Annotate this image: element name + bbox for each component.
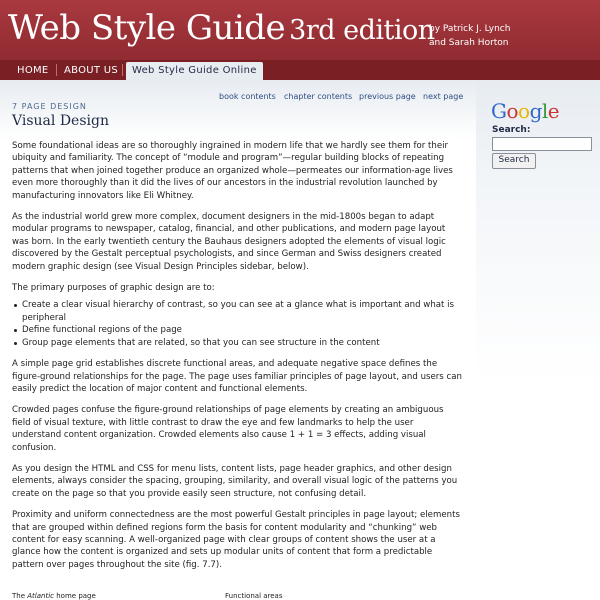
book-contents-link[interactable]: book contents	[219, 92, 276, 101]
purpose-list	[12, 299, 464, 349]
site-title-text: Web Style Guide	[8, 8, 286, 48]
site-header	[0, 0, 600, 60]
edition-text: 3rd edition	[289, 15, 435, 46]
chapter-contents-link[interactable]: chapter contents	[284, 92, 353, 101]
caption-prefix: The	[12, 592, 26, 600]
google-logo-letter: l	[541, 99, 548, 123]
google-logo-letter: g	[529, 99, 542, 123]
nav-web-style-guide-online[interactable]: Web Style Guide Online	[126, 62, 263, 80]
search-label: Search:	[492, 125, 531, 135]
author-line-2: and Sarah Horton	[429, 38, 509, 48]
list-item: Create a clear visual hierarchy of contrast, so you can see at a glance what is important and what is peripheral	[22, 299, 464, 324]
figure-caption-right: Functional areas	[225, 592, 283, 600]
content-paragraph: A simple page grid establishes discrete functional areas, and adequate negative space defines the figure-ground relationships for the page. The page uses familiar principles of page layout, and users can easily predict the location of major content and functional elements.	[12, 359, 462, 394]
content-paragraph: Crowded pages confuse the figure-ground relationships of page elements by creating an ambiguous field of visual texture, with little contrast to draw the eye and few landmarks to help the user understand content organization. Crowded elements also cause 1 + 1 = 3 effects, adding visual confusion.	[12, 405, 444, 453]
list-item: Define functional regions of the page	[22, 324, 464, 336]
author-line-1: by Patrick J. Lynch	[429, 24, 511, 34]
figure-caption-left	[12, 592, 96, 600]
search-button[interactable]: Search	[492, 153, 536, 169]
nav-about-us[interactable]: ABOUT US	[64, 65, 119, 76]
next-page-link[interactable]: next page	[423, 92, 464, 101]
search-input[interactable]	[492, 137, 592, 151]
content-paragraph: As the industrial world grew more complex, document designers in the mid-1800s began to adapt modular programs to newspaper, catalog, financial, and other publications, and modern page layout was born. In the early twentieth century the Bauhaus designers adopted the elements of visual logic discovered by the Gestalt perceptual psychologists, and since German and Swiss designers created modern graphic design (see Visual Design Principles sidebar, below).	[12, 212, 446, 272]
google-logo	[491, 99, 559, 123]
content-paragraph: Some foundational ideas are so thoroughly ingrained in modern life that we hardly see them for their ubiquity and familiarity. The concept of “module and program”—regular building blocks of repeating patterns that when joined together produce an organized whole—permeates our information-age lives even more thoroughly than it did the lives of our ancestors in the industrial revolution launched by manufacturing innovators like Eli Whitney.	[12, 141, 453, 201]
main-nav	[0, 60, 600, 80]
previous-page-link[interactable]: previous page	[359, 92, 416, 101]
caption-suffix: home page	[56, 592, 96, 600]
google-logo-letter: e	[547, 99, 560, 123]
google-logo-letter: G	[491, 99, 507, 123]
content-paragraph: As you design the HTML and CSS for menu lists, content lists, page header graphics, and other design elements, always consider the spacing, grouping, similarity, and overall visual logic of the patterns you create on the page so that you provide easily seen structure, not confusing detail.	[12, 463, 458, 499]
nav-home[interactable]: HOME	[17, 65, 49, 76]
content-paragraph: The primary purposes of graphic design are to:	[12, 283, 215, 294]
nav-divider	[56, 64, 57, 76]
list-item: Group page elements that are related, so that you can see structure in the content	[22, 337, 464, 349]
content-paragraph: Proximity and uniform connectedness are the most powerful Gestalt principles in page layout; elements that are grouped within defined regions form the basis for content modularity and “chunking” web content for easy scanning. A well-organized page with clear groups of content shows the user at a glance how the content is organized and sets up modular units of content that form a predictable pattern over pages throughout the site (fig. 7.7).	[12, 510, 460, 570]
page-title: Visual Design	[12, 113, 109, 129]
google-logo-letter: o	[518, 99, 530, 123]
google-logo-letter: o	[506, 99, 519, 123]
site-title[interactable]	[8, 8, 435, 48]
authors	[429, 22, 510, 50]
chapter-label: 7 PAGE DESIGN	[12, 102, 87, 111]
nav-divider	[122, 64, 123, 76]
main-content	[12, 140, 464, 580]
caption-emphasis: Atlantic	[27, 592, 55, 600]
